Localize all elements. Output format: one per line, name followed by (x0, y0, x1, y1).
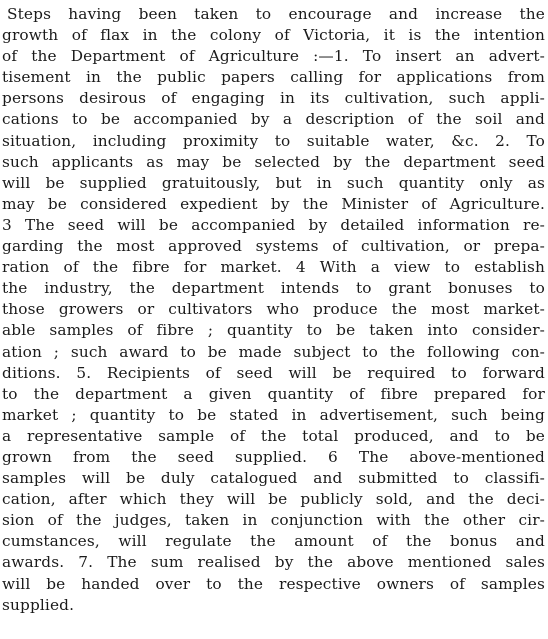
article-line: Steps having been taken to encourage and increase the (7, 5, 545, 23)
article-line: the industry, the department intends to grant bonuses to (2, 279, 545, 298)
article-line: will be supplied gratuitously, but in such quantity only as (2, 173, 545, 192)
article-line: samples will be duly catalogued and submitted to classifi- (2, 469, 545, 488)
article-line: persons desirous of engaging in its cultivation, such appli- (2, 89, 545, 108)
article-line: garding the most approved systems of cultivation, or prepa- (2, 237, 545, 256)
article-line: those growers or cultivators who produce the most market- (2, 300, 545, 319)
article-line: situation, including proximity to suitable water, &c. 2. To (2, 131, 545, 150)
article-line: to the department a given quantity of fibre prepared for (2, 384, 545, 403)
article-line: grown from the seed supplied. 6 The above-mentioned (2, 447, 545, 466)
article-line: cation, after which they will be publicly sold, and the deci- (2, 490, 545, 509)
article-line: awards. 7. The sum realised by the above mentioned sales (2, 553, 545, 572)
article-line: able samples of fibre ; quantity to be taken into consider- (2, 321, 545, 340)
article-line: may be considered expedient by the Minister of Agriculture. (2, 194, 545, 213)
article-line: cations to be accompanied by a description of the soil and (2, 110, 545, 129)
article-line: such applicants as may be selected by the department seed (2, 152, 545, 171)
article-line: will be handed over to the respective owners of samples (2, 574, 545, 593)
article-line: of the Department of Agriculture :—1. To insert an advert- (2, 47, 545, 66)
article-line: sion of the judges, taken in conjunction with the other cir- (2, 511, 545, 530)
article-line: ation ; such award to be made subject to the following con- (2, 342, 545, 361)
article-line: tisement in the public papers calling for applications from (2, 68, 545, 87)
article-line: ditions. 5. Recipients of seed will be required to forward (2, 363, 545, 382)
article-line: ration of the fibre for market. 4 With a view to establish (2, 258, 545, 277)
article-line: market ; quantity to be stated in advertisement, such being (2, 405, 545, 424)
article-line: supplied. (2, 595, 75, 614)
article-line: 3 The seed will be accompanied by detailed information re- (2, 215, 545, 234)
article-line: cumstances, will regulate the amount of the bonus and (2, 532, 545, 551)
article-line: a representative sample of the total produced, and to be (2, 426, 545, 445)
newspaper-article (2, 4, 545, 616)
article-line: growth of flax in the colony of Victoria, it is the intention (2, 26, 545, 45)
